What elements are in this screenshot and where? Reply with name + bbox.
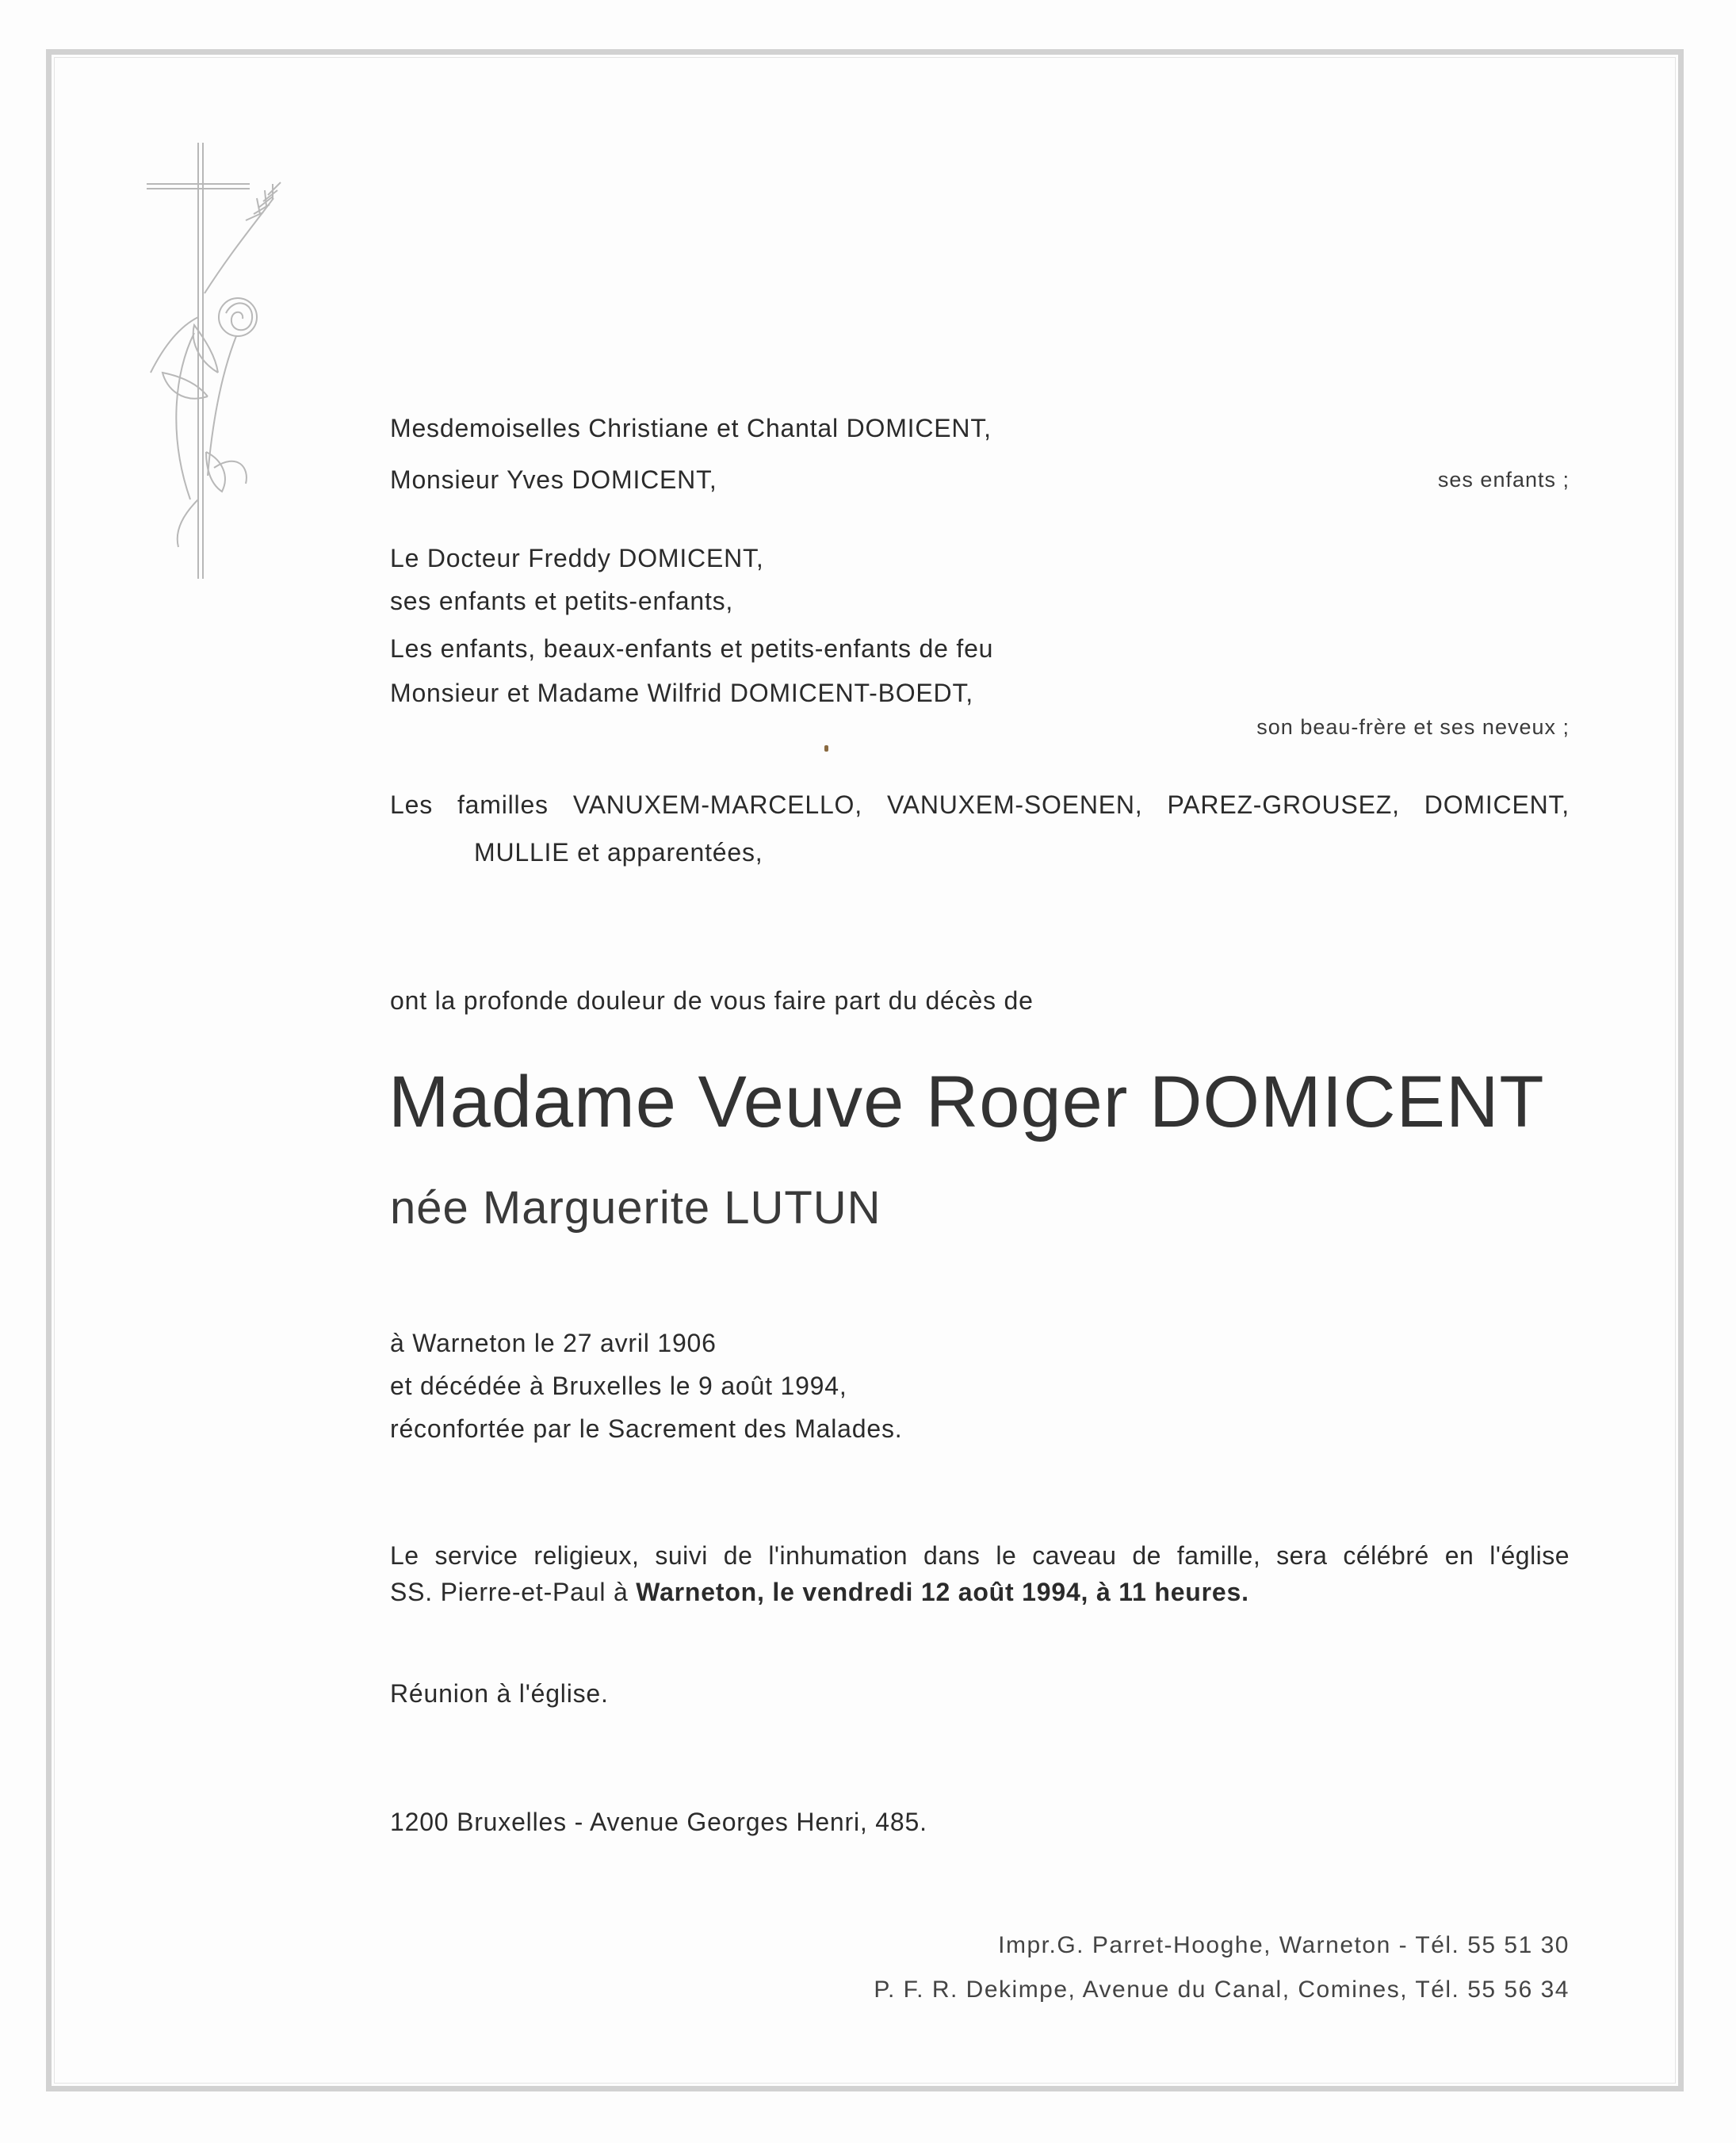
- service-word: l'inhumation: [768, 1541, 908, 1570]
- church-name: SS. Pierre-et-Paul à: [390, 1578, 637, 1606]
- service-word: sera: [1276, 1541, 1328, 1570]
- home-address: 1200 Bruxelles - Avenue Georges Henri, 485.: [390, 1808, 927, 1836]
- family-name: DOMICENT,: [1424, 790, 1570, 819]
- funeral-home-credit: P. F. R. Dekimpe, Avenue du Canal, Comines, Tél. 55 56 34: [874, 1977, 1570, 2003]
- family-name: PAREZ-GROUSEZ,: [1167, 790, 1400, 819]
- family-name: VANUXEM-MARCELLO,: [572, 790, 862, 819]
- announcement: ont la profonde douleur de vous faire part du décès de: [390, 986, 1034, 1015]
- sacrament-line: réconfortée par le Sacrement des Malades.: [390, 1414, 903, 1443]
- families-line-2: MULLIE et apparentées,: [474, 838, 763, 867]
- family-name: VANUXEM-SOENEN,: [886, 790, 1143, 819]
- service-word: dans: [923, 1541, 981, 1570]
- service-word: en: [1444, 1541, 1474, 1570]
- late-family-line: Les enfants, beaux-enfants et petits-enfants de feu: [390, 634, 994, 663]
- printer-credit: Impr.G. Parret-Hooghe, Warneton - Tél. 55 51 30: [998, 1932, 1570, 1958]
- brother-in-law-line: Le Docteur Freddy DOMICENT,: [390, 544, 764, 572]
- service-date-time: Warneton, le vendredi 12 août 1994, à 11 heures.: [636, 1578, 1249, 1606]
- deceased-name: Madame Veuve Roger DOMICENT: [388, 1062, 1545, 1142]
- death-details: et décédée à Bruxelles le 9 août 1994,: [390, 1372, 847, 1400]
- service-word: de: [723, 1541, 753, 1570]
- service-line-2: [390, 1578, 1249, 1607]
- service-word: célébré: [1343, 1541, 1429, 1570]
- service-word: famille,: [1176, 1541, 1261, 1570]
- children-line-2: Monsieur Yves DOMICENT,: [390, 465, 717, 494]
- grandchildren-line: ses enfants et petits-enfants,: [390, 587, 734, 615]
- role-nephews: son beau-frère et ses neveux ;: [1256, 715, 1570, 739]
- meeting-note: Réunion à l'église.: [390, 1679, 609, 1708]
- paper-speck: [824, 745, 828, 752]
- service-word: l'église: [1489, 1541, 1570, 1570]
- service-word: caveau: [1032, 1541, 1117, 1570]
- service-word: de: [1132, 1541, 1161, 1570]
- families-line: [390, 790, 1570, 820]
- families-word: Les familles: [390, 790, 549, 819]
- birth-details: à Warneton le 27 avril 1906: [390, 1329, 717, 1357]
- cross-rose-wheat-icon: [119, 135, 325, 587]
- late-couple-line: Monsieur et Madame Wilfrid DOMICENT-BOEDT,: [390, 679, 973, 707]
- service-word: Le: [390, 1541, 419, 1570]
- birth-name: née Marguerite LUTUN: [390, 1182, 881, 1234]
- role-children: ses enfants ;: [1437, 468, 1570, 492]
- service-word: le: [996, 1541, 1017, 1570]
- children-line-1: Mesdemoiselles Christiane et Chantal DOMICENT,: [390, 414, 992, 442]
- service-word: suivi: [655, 1541, 708, 1570]
- service-word: religieux,: [533, 1541, 640, 1570]
- service-line-1: [390, 1541, 1570, 1571]
- service-word: service: [434, 1541, 518, 1570]
